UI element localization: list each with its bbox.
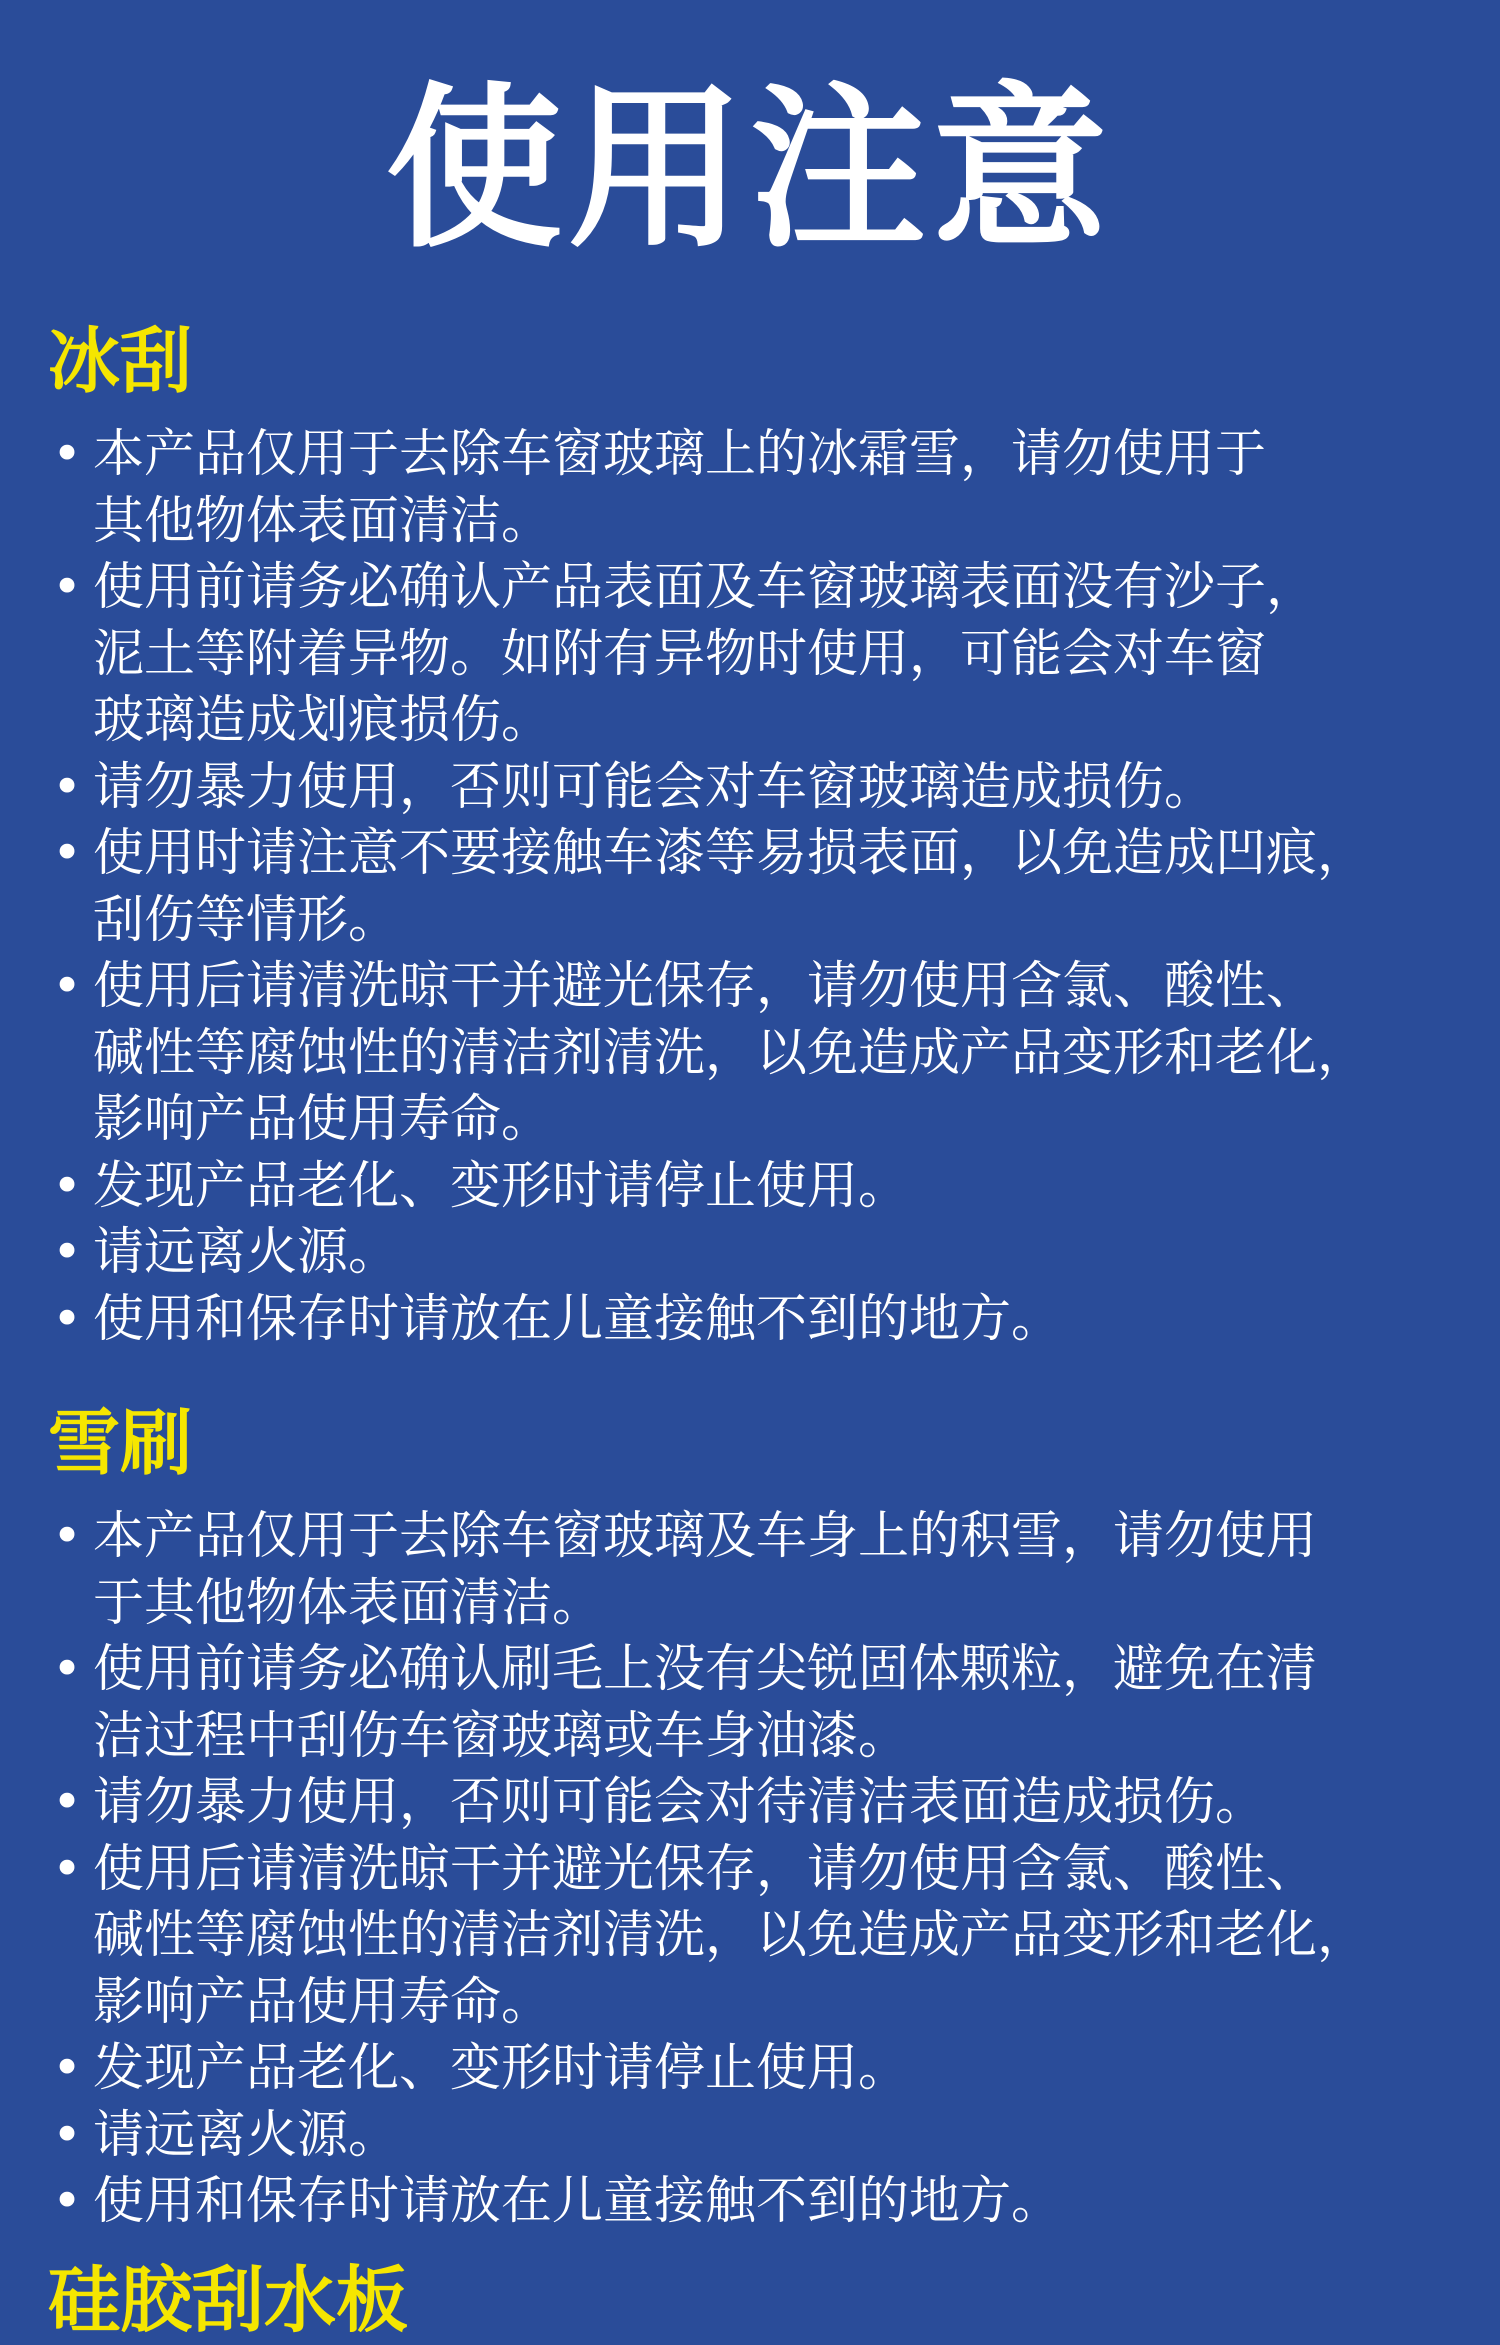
note-line: 使用和保存时请放在儿童接触不到的地方。 [93,2172,1063,2231]
note-item [48,821,1488,954]
note-line: 发现产品老化、变形时请停止使用。 [93,1156,910,1216]
note-line: 刮伤等情形。 [93,890,400,950]
bullet-dot: • [52,1156,83,1216]
note-line: 碱性等腐蚀性的清洁剂清洗，以免造成产品变形和老化， [93,1023,1369,1083]
bullet-dot: • [52,1289,83,1349]
note-item [48,1220,1488,1287]
note-item [48,2103,1488,2170]
note-line: 影响产品使用寿命。 [93,1090,553,1149]
bullet-dot: • [52,1773,83,1832]
note-line: 使用前请务必确认刷毛上没有尖锐固体颗粒，避免在清 [93,1640,1318,1699]
note-line: 使用前请务必确认产品表面及车窗玻璃表面没有沙子， [93,558,1318,617]
note-item [48,1504,1488,1637]
bullet-dot: • [52,1507,83,1566]
note-line: 使用后请清洗晾干并避光保存，请勿使用含氯、酸性、 [93,1839,1318,1899]
ice-scraper-notes [48,422,1488,1353]
section-heading-ice-scraper: 冰刮 [48,319,193,403]
note-item [48,1770,1488,1837]
note-item [48,555,1488,755]
note-line: 玻璃造成划痕损伤。 [93,691,553,750]
note-line: 本产品仅用于去除车窗玻璃及车身上的积雪，请勿使用 [93,1507,1318,1566]
note-line: 泥土等附着异物。如附有异物时使用，可能会对车窗 [93,624,1267,684]
bullet-dot: • [52,757,83,817]
note-line: 请勿暴力使用，否则可能会对待清洁表面造成损伤。 [93,1773,1267,1832]
section-heading-snow-brush: 雪刷 [48,1401,193,1485]
note-line: 影响产品使用寿命。 [93,1972,553,2032]
bullet-dot: • [52,824,83,883]
bullet-dot: • [52,425,83,484]
bullet-dot: • [52,1839,83,1899]
note-line: 请远离火源。 [93,2105,400,2165]
bullet-dot: • [52,957,83,1016]
section-heading-silicone-wiper: 硅胶刮水板 [48,2258,409,2342]
note-line: 使用和保存时请放在儿童接触不到的地方。 [93,1289,1063,1349]
bullet-dot: • [52,1223,83,1282]
note-item [48,422,1488,555]
snow-brush-notes [48,1504,1488,2236]
bullet-dot: • [52,2172,83,2231]
note-item [48,1837,1488,2037]
note-line: 使用时请注意不要接触车漆等易损表面，以免造成凹痕， [93,824,1369,883]
note-line: 使用后请清洗晾干并避光保存，请勿使用含氯、酸性、 [93,957,1318,1016]
note-line: 于其他物体表面清洁。 [93,1573,604,1633]
note-item [48,1287,1488,1354]
note-item [48,1154,1488,1221]
note-item [48,1637,1488,1770]
note-line: 碱性等腐蚀性的清洁剂清洗，以免造成产品变形和老化， [93,1906,1369,1965]
note-line: 请勿暴力使用，否则可能会对车窗玻璃造成损伤。 [93,757,1216,817]
bullet-dot: • [52,2105,83,2165]
note-line: 本产品仅用于去除车窗玻璃上的冰霜雪，请勿使用于 [93,425,1267,484]
note-item [48,2036,1488,2103]
note-line: 洁过程中刮伤车窗玻璃或车身油漆。 [93,1706,910,1766]
bullet-dot: • [52,2039,83,2098]
note-item [48,954,1488,1154]
note-line: 请远离火源。 [93,1223,400,1282]
note-line: 发现产品老化、变形时请停止使用。 [93,2039,910,2098]
bullet-dot: • [52,558,83,617]
note-item [48,2169,1488,2236]
note-line: 其他物体表面清洁。 [93,491,553,551]
page-title: 使用注意 [385,67,1114,272]
note-item [48,755,1488,822]
bullet-dot: • [52,1640,83,1699]
